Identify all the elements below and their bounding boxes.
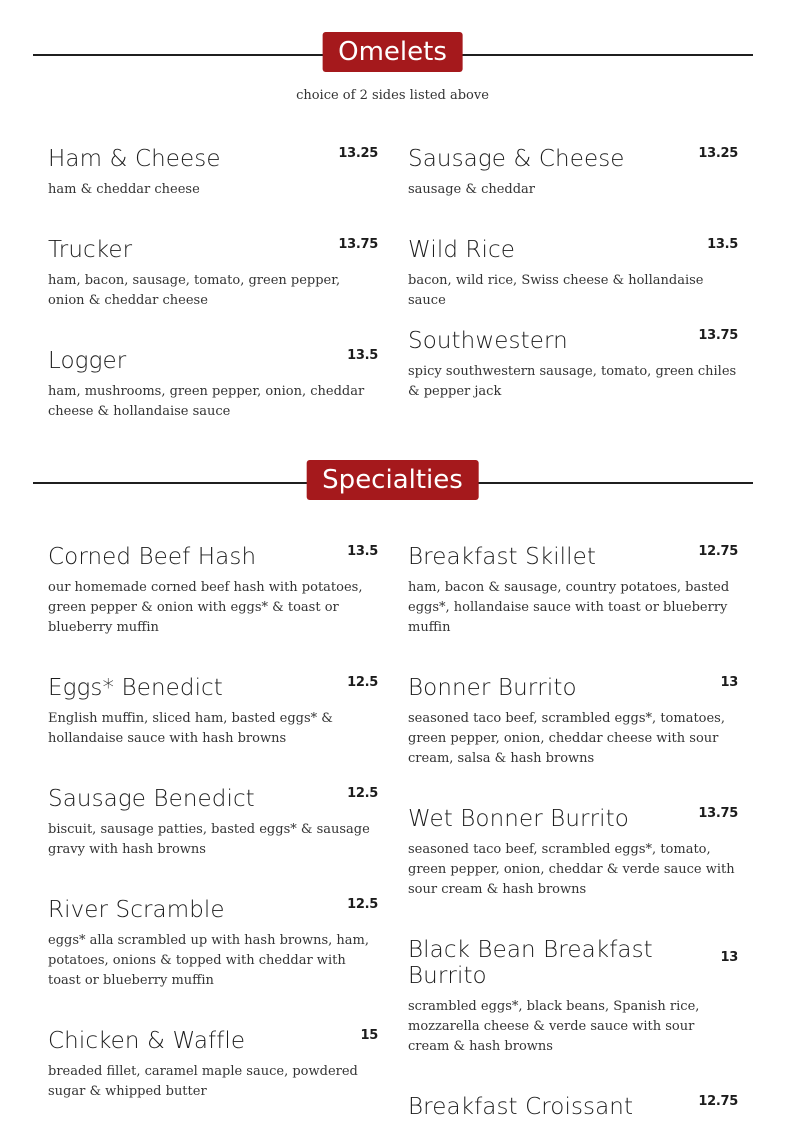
menu-item	[48, 786, 378, 860]
item-name: Eggs* Benedict	[48, 675, 223, 701]
item-price: 12.75	[698, 544, 738, 559]
item-name: Breakfast Croissant	[408, 1094, 634, 1120]
menu-item	[408, 328, 738, 402]
item-description: ham, bacon, sausage, tomato, green pepper, onion & cheddar cheese	[48, 273, 341, 308]
item-price: 13	[720, 675, 738, 690]
item-description: eggs* alla scrambled up with hash browns, ham, potatoes, onions & topped with cheddar with toast or blueberry muffin	[48, 933, 369, 988]
item-name: Corned Beef Hash	[48, 544, 257, 570]
menu-item	[408, 675, 738, 769]
item-price: 12.5	[347, 897, 378, 912]
menu-item	[48, 544, 378, 638]
item-price: 13.25	[698, 146, 738, 161]
menu-item	[408, 237, 738, 311]
item-description: ham, mushrooms, green pepper, onion, cheddar cheese & hollandaise sauce	[48, 384, 365, 419]
menu-item	[48, 675, 378, 749]
item-name: Wet Bonner Burrito	[408, 806, 629, 832]
item-name: Southwestern	[408, 328, 568, 354]
item-name: River Scramble	[48, 897, 225, 923]
item-price: 13.5	[347, 348, 378, 363]
item-description: scrambled eggs*, black beans, Spanish rice, mozzarella cheese & verde sauce with sour cream & hash browns	[408, 999, 700, 1054]
item-price: 13.5	[347, 544, 378, 559]
item-description: breaded fillet, caramel maple sauce, powdered sugar & whipped butter	[48, 1064, 358, 1099]
item-name: Bonner Burrito	[408, 675, 577, 701]
item-price: 12.5	[347, 786, 378, 801]
item-name: Wild Rice	[408, 237, 515, 263]
item-price: 15	[360, 1028, 378, 1043]
item-description: biscuit, sausage patties, basted eggs* & sausage gravy with hash browns	[48, 822, 370, 857]
item-name: Logger	[48, 348, 127, 374]
item-name: Breakfast Skillet	[408, 544, 597, 570]
item-name: Black Bean Breakfast Burrito	[408, 937, 653, 989]
specialties-title: Specialties	[306, 460, 479, 500]
menu-item	[48, 897, 378, 991]
item-name: Chicken & Waffle	[48, 1028, 246, 1054]
item-price: 13.75	[338, 237, 378, 252]
item-description: ham & cheddar cheese	[48, 182, 200, 197]
item-name: Trucker	[48, 237, 133, 263]
item-description: sausage & cheddar	[408, 182, 536, 197]
item-description: spicy southwestern sausage, tomato, green chiles & pepper jack	[408, 364, 737, 399]
menu-item	[48, 237, 378, 311]
item-price: 13	[720, 950, 738, 965]
item-price: 13.25	[338, 146, 378, 161]
item-price: 13.75	[698, 806, 738, 821]
menu-item	[48, 1028, 378, 1102]
menu-item	[408, 544, 738, 638]
omelets-title: Omelets	[322, 32, 463, 72]
menu-item	[408, 146, 738, 200]
item-price: 13.5	[707, 237, 738, 252]
menu-item	[48, 348, 378, 422]
item-description: our homemade corned beef hash with potatoes, green pepper & onion with eggs* & toast or blueberry muffin	[48, 580, 363, 635]
item-description: English muffin, sliced ham, basted eggs* & hollandaise sauce with hash browns	[48, 711, 333, 746]
omelets-note: choice of 2 sides listed above	[296, 88, 489, 103]
item-price: 12.75	[698, 1094, 738, 1109]
item-description: seasoned taco beef, scrambled eggs*, tomato, green pepper, onion, cheddar & verde sauce with sour cream & hash browns	[408, 842, 735, 897]
menu-item	[408, 806, 738, 900]
item-description: bacon, wild rice, Swiss cheese & hollandaise sauce	[408, 273, 704, 308]
item-name: Sausage & Cheese	[408, 146, 625, 172]
item-name: Ham & Cheese	[48, 146, 221, 172]
menu-item	[48, 146, 378, 200]
item-description: seasoned taco beef, scrambled eggs*, tomatoes, green pepper, onion, cheddar cheese with sour cream, salsa & hash browns	[408, 711, 725, 766]
item-price: 12.5	[347, 675, 378, 690]
item-description: ham, bacon & sausage, country potatoes, basted eggs*, hollandaise sauce with toast or blueberry muffin	[408, 580, 730, 635]
item-price: 13.75	[698, 328, 738, 343]
item-name: Sausage Benedict	[48, 786, 255, 812]
menu-item	[408, 937, 738, 1057]
menu-item	[408, 1094, 738, 1120]
